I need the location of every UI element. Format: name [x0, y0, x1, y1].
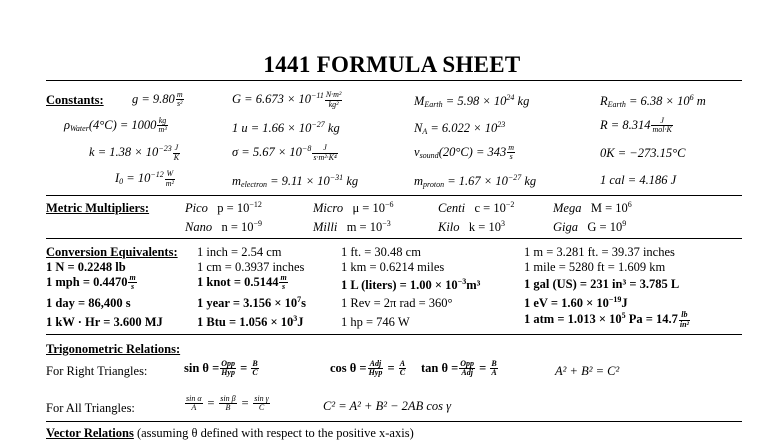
const-g: g = 9.80 $\frac{m}{\text{s²}}$	[132, 90, 183, 109]
conv-mile: 1 mile = 5280 ft = 1.609 km	[524, 260, 666, 274]
conversion-heading: Conversion Equivalents:	[46, 245, 178, 259]
conv-hp: 1 hp = 746 W	[341, 315, 410, 329]
const-rho-water: $\rho_{Water}(4^\circ C) = 1000$ $\frac{kg}{\text{m³}}$	[64, 116, 167, 135]
trig-cos: cos θ = $\frac{\text{Adj}}{\text{Hyp}}$ = $\frac{A}{C}$	[330, 359, 406, 378]
conv-inch: 1 inch = 2.54 cm	[197, 245, 282, 259]
const-zero-kelvin: 0K = −273.15°C	[600, 146, 686, 160]
conv-year: 1 year = $3.156 \times 10^7s$	[197, 295, 306, 310]
conv-ev: 1 eV = $1.60 \times 10^{-19}J$	[524, 295, 628, 310]
conv-knot: 1 knot = 0.5144 $\frac{m}{s}$	[197, 273, 287, 292]
conv-foot: 1 ft. = 30.48 cm	[341, 245, 421, 259]
const-mass-proton: $m_{proton} = 1.67 \times 10^{-27}$ kg	[414, 173, 537, 189]
metric-milli: Milli $m = 10^{-3}$	[313, 219, 391, 234]
trig-right-label: For Right Triangles:	[46, 364, 148, 378]
metric-nano: Nano $n = 10^{-9}$	[185, 219, 263, 234]
metric-mega: Mega $M = 10^6$	[553, 200, 632, 215]
metric-micro: Micro $\mu = 10^{-6}$	[313, 200, 394, 215]
trig-all-label: For All Triangles:	[46, 401, 135, 415]
const-calorie: 1 cal = 4.186 J	[600, 173, 677, 187]
conv-cm: 1 cm = 0.3937 inches	[197, 260, 305, 274]
conv-atm: 1 atm = $1.013 \times 10^5$ Pa = 14.7 $\frac{lb}{\text{in²}}$	[524, 310, 689, 329]
vector-note: (assuming θ defined with respect to the positive x-axis)	[133, 426, 414, 440]
conv-km: 1 km = 0.6214 miles	[341, 260, 445, 274]
conv-kwh: 1 kW · Hr = 3.600 MJ	[46, 315, 163, 329]
title-divider	[46, 80, 742, 81]
metric-heading: Metric Multipliers:	[46, 201, 150, 215]
trig-tan: tan θ = $\frac{\text{Opp}}{\text{Adj}}$ = $\frac{B}{A}$	[421, 359, 497, 378]
trig-law-cosines: C² = A² + B² − 2AB cos γ	[323, 399, 452, 413]
divider-metric	[46, 238, 742, 239]
const-stefan-boltzmann: $\sigma = 5.67 \times 10^{-8}$ $\frac{J}{\text{s·m²·K⁴}}$	[232, 143, 337, 162]
const-gas-R: R = 8.314 $\frac{J}{\text{mol·K}}$	[600, 116, 672, 135]
const-radius-earth: $R_{Earth} = 6.38 \times 10^6$ m	[600, 93, 706, 109]
conv-newton: 1 N = 0.2248 lb	[46, 260, 126, 274]
page-title: 1441 FORMULA SHEET	[263, 52, 521, 77]
const-I0: $I_0 = 10^{-12}$ $\frac{W}{\text{m²}}$	[115, 169, 174, 188]
const-amu: 1 $u = 1.66 \times 10^{-27}$ kg	[232, 120, 340, 135]
trig-heading: Trigonometric Relations:	[46, 342, 181, 356]
metric-centi: Centi $c = 10^{-2}$	[438, 200, 515, 215]
const-mass-earth: $M_{Earth} = 5.98 \times 10^{24}$ kg	[414, 93, 530, 109]
const-mass-electron: $m_{electron} = 9.11 \times 10^{-31}$ kg	[232, 173, 359, 189]
metric-giga: Giga $G = 10^9$	[553, 219, 627, 234]
conv-liter: 1 L (liters) = $1.00 \times 10^{-3}m^3$	[341, 277, 481, 292]
conv-mph: 1 mph = 0.4470 $\frac{m}{s}$	[46, 273, 136, 292]
metric-kilo: Kilo $k = 10^3$	[438, 219, 505, 234]
trig-pythagorean: A² + B² = C²	[555, 364, 620, 378]
conv-gallon: 1 gal (US) = 231 in³ = 3.785 L	[524, 277, 680, 291]
constants-heading: Constants:	[46, 93, 104, 107]
divider-trig	[46, 421, 742, 422]
vector-heading: Vector Relations	[46, 426, 134, 440]
conv-btu: 1 Btu = $1.056 \times 10^3J$	[197, 314, 304, 329]
conv-meter: 1 m = 3.281 ft. = 39.37 inches	[524, 245, 675, 259]
metric-pico: Pico $p = 10^{-12}$	[185, 200, 262, 215]
divider-constants	[46, 195, 742, 196]
conv-day: 1 day = 86,400 s	[46, 296, 131, 310]
trig-law-sines: $\frac{\text{sin α}}{A}$ = $\frac{\text{sin β}}{B}$ = $\frac{\text{sin γ}}{C}$	[186, 394, 269, 413]
conv-rev: 1 Rev = 2π rad = 360°	[341, 296, 453, 310]
const-G: $G = 6.673 \times 10^{-11}$ $\frac{\text{N·m²}}{\text{kg²}}$	[232, 90, 342, 109]
vector-heading-row	[46, 426, 414, 440]
const-boltzmann: $k = 1.38 \times 10^{-23}$ $\frac{J}{K}$	[89, 143, 180, 162]
const-speed-sound: $v_{sound}(20^\circ C) = 343$ $\frac{m}{s}$	[414, 143, 515, 162]
divider-conversion	[46, 334, 742, 335]
const-avogadro: $N_A = 6.022 \times 10^{23}$	[414, 120, 506, 136]
trig-sin: sin θ = $\frac{\text{Opp}}{\text{Hyp}}$ = $\frac{B}{C}$	[184, 359, 258, 378]
